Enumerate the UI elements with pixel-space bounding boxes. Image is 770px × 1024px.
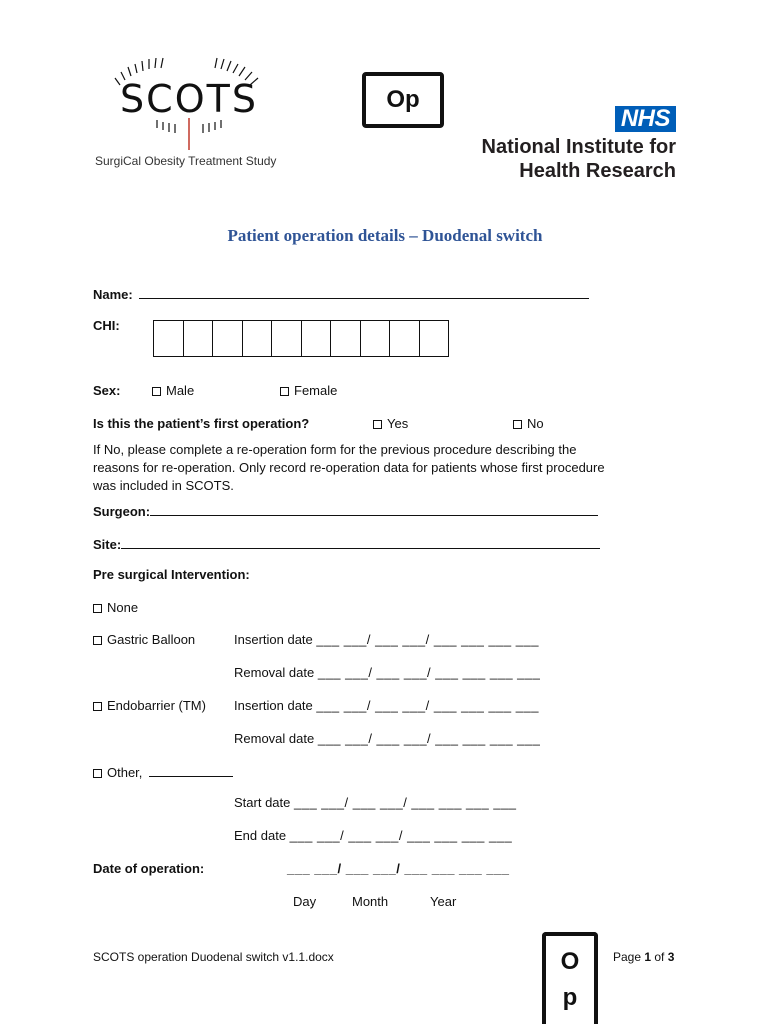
site-label: Site:	[93, 537, 122, 552]
female-checkbox[interactable]	[280, 387, 289, 396]
op-box-footer	[542, 932, 598, 1024]
other-start-row	[234, 795, 517, 810]
op-box-header	[362, 72, 444, 128]
scots-logo-text: SCOTS	[120, 77, 258, 121]
nihr-line-1: National Institute for	[481, 136, 676, 158]
first-op-no-option[interactable]	[513, 416, 544, 431]
other-label: Other,	[107, 765, 143, 780]
chi-digit-box[interactable]	[390, 321, 420, 356]
chi-label: CHI:	[93, 318, 120, 333]
page-current: 1	[644, 950, 652, 964]
chi-digit-box[interactable]	[302, 321, 332, 356]
yes-label: Yes	[387, 416, 409, 431]
male-checkbox[interactable]	[152, 387, 161, 396]
nihr-line-2: Health Research	[519, 160, 676, 182]
name-row	[93, 285, 589, 302]
none-label: None	[107, 600, 139, 615]
nhs-logo-icon: NHS	[615, 106, 676, 132]
date-of-operation-label: Date of operation:	[93, 861, 205, 876]
male-label: Male	[166, 383, 195, 398]
endobarrier-checkbox[interactable]	[93, 702, 102, 711]
end-date-field[interactable]: ___ ___/ ___ ___/ ___ ___ ___ ___	[289, 828, 513, 843]
gastric-balloon-label: Gastric Balloon	[107, 632, 196, 647]
no-label: No	[527, 416, 544, 431]
chi-digit-box[interactable]	[213, 321, 243, 356]
removal-date-field[interactable]: ___ ___/ ___ ___/ ___ ___ ___ ___	[317, 731, 541, 746]
sex-female-option[interactable]	[280, 383, 337, 398]
chi-digit-box[interactable]	[154, 321, 184, 356]
page-of: of	[651, 950, 668, 964]
chi-digit-box[interactable]	[243, 321, 273, 356]
name-label: Name:	[93, 287, 133, 302]
scots-logo	[95, 50, 295, 180]
removal-date-label: Removal date	[234, 731, 315, 746]
chi-digit-box[interactable]	[184, 321, 214, 356]
day-caption: Day	[293, 894, 317, 909]
sex-label: Sex:	[93, 383, 121, 398]
removal-date-field[interactable]: ___ ___/ ___ ___/ ___ ___ ___ ___	[317, 665, 541, 680]
op-label: Op	[386, 86, 420, 113]
chi-digit-box[interactable]	[331, 321, 361, 356]
other-input[interactable]	[149, 763, 233, 777]
female-label: Female	[294, 383, 338, 398]
reop-note-line: was included in SCOTS.	[93, 478, 234, 493]
chi-digit-box[interactable]	[420, 321, 449, 356]
gastric-balloon-removal-row	[234, 665, 540, 680]
surgeon-label: Surgeon:	[93, 504, 151, 519]
gastric-balloon-checkbox[interactable]	[93, 636, 102, 645]
endobarrier-removal-row	[234, 731, 540, 746]
site-input[interactable]	[121, 535, 600, 549]
surgeon-row	[93, 502, 598, 519]
gastric-balloon-insertion-row	[234, 632, 539, 647]
none-option[interactable]	[93, 600, 138, 615]
scots-tagline: SurgiCal Obesity Treatment Study	[95, 154, 277, 168]
pre-surgical-heading: Pre surgical Intervention:	[93, 567, 250, 582]
yes-checkbox[interactable]	[373, 420, 382, 429]
op-letter-p: p	[562, 984, 578, 1011]
page-indicator	[613, 950, 674, 964]
insertion-date-label: Insertion date	[234, 698, 313, 713]
endobarrier-label: Endobarrier (TM)	[107, 698, 206, 713]
page-total: 3	[667, 950, 675, 964]
reoperation-note	[93, 441, 605, 495]
endobarrier-insertion-row	[234, 698, 539, 713]
month-caption: Month	[352, 894, 389, 909]
chi-digit-box[interactable]	[272, 321, 302, 356]
reop-note-line: If No, please complete a re-operation form for the previous procedure describing the	[93, 442, 577, 457]
start-date-field[interactable]: ___ ___/ ___ ___/ ___ ___ ___ ___	[294, 795, 517, 810]
sex-male-option[interactable]	[152, 383, 194, 398]
end-date-label: End date	[234, 828, 287, 843]
none-checkbox[interactable]	[93, 604, 102, 613]
other-checkbox[interactable]	[93, 769, 102, 778]
reop-note-line: reasons for re-operation. Only record re-operation data for patients whose first procedure	[93, 460, 605, 475]
site-row	[93, 535, 600, 552]
no-checkbox[interactable]	[513, 420, 522, 429]
chi-input-boxes[interactable]	[153, 320, 449, 357]
other-end-row	[234, 828, 512, 843]
insertion-date-label: Insertion date	[234, 632, 313, 647]
chi-digit-box[interactable]	[361, 321, 391, 356]
surgeon-input[interactable]	[150, 502, 598, 516]
other-option[interactable]	[93, 763, 233, 780]
gastric-balloon-option[interactable]	[93, 632, 195, 647]
first-op-yes-option[interactable]	[373, 416, 408, 431]
scots-emblem-icon	[95, 50, 295, 160]
op-letter-o: O	[560, 948, 580, 975]
date-of-operation-field[interactable]: ___ ___/ ___ ___/ ___ ___ ___ ___	[287, 861, 510, 876]
year-caption: Year	[430, 894, 457, 909]
endobarrier-option[interactable]	[93, 698, 206, 713]
name-input[interactable]	[139, 285, 589, 299]
insertion-date-field[interactable]: ___ ___/ ___ ___/ ___ ___ ___ ___	[316, 632, 539, 647]
page-prefix: Page	[613, 950, 645, 964]
nihr-logo	[470, 106, 676, 183]
insertion-date-field[interactable]: ___ ___/ ___ ___/ ___ ___ ___ ___	[316, 698, 539, 713]
start-date-label: Start date	[234, 795, 291, 810]
removal-date-label: Removal date	[234, 665, 315, 680]
first-operation-question: Is this the patient’s first operation?	[93, 416, 310, 431]
page-title: Patient operation details – Duodenal switch	[227, 226, 543, 245]
footer-filename: SCOTS operation Duodenal switch v1.1.docx	[93, 950, 334, 964]
